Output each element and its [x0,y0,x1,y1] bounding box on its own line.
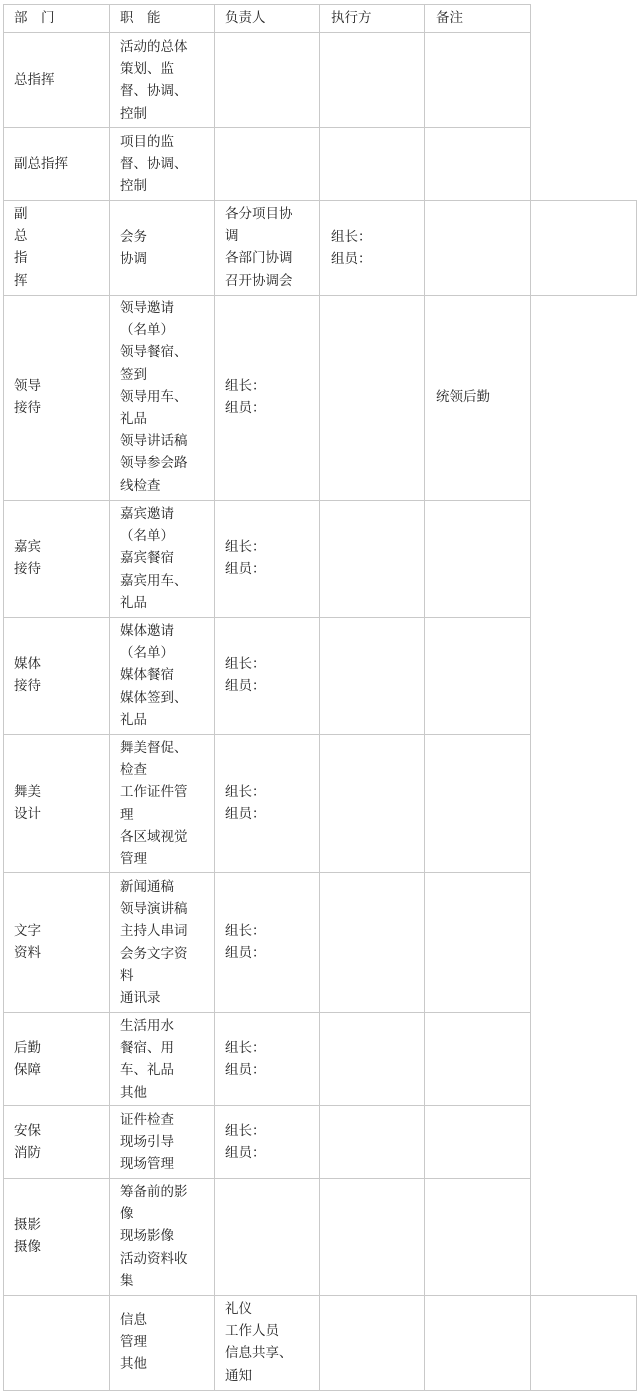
cell-owner: 组长： 组员： [225,1040,266,1079]
cell-dept: 安保 消防 [14,1123,41,1162]
col-divider [636,1295,637,1391]
row-divider [3,1105,531,1106]
cell-owner: 各分项目协 调 各部门协调 召开协调会 [225,206,293,289]
col-divider [636,200,637,296]
cell-dept: 嘉宾 接待 [14,539,41,578]
row-divider [3,734,531,735]
row-divider [3,1390,637,1391]
col-divider [3,4,4,1391]
cell-func: 舞美督促、 检查 工作证件管 理 各区域视觉 管理 [120,740,188,868]
cell-owner: 组长： 组员： [225,656,266,695]
row-divider [3,295,637,296]
cell-owner: 组长： 组员： [225,923,266,962]
cell-dept: 舞美 设计 [14,784,41,823]
cell-func: 筹备前的影 像 现场影像 活动资料收 集 [120,1184,188,1289]
cell-dept: 副总指挥 [14,156,68,172]
cell-owner: 组长： 组员： [225,539,266,578]
header-note: 备注 [436,10,463,26]
cell-func: 领导邀请 （名单） 领导餐宿、 签到 领导用车、 礼品 领导讲话稿 领导参会路 线检查 [120,300,188,494]
row-divider [3,32,531,33]
cell-func: 新闻通稿 领导演讲稿 主持人串词 会务文字资 料 通讯录 [120,879,188,1007]
row-divider [3,200,637,201]
header-owner: 负责人 [225,10,266,26]
cell-owner: 礼仪 工作人员 信息共享、 通知 [225,1301,293,1384]
col-divider [214,4,215,1391]
col-divider [424,4,425,1391]
row-divider [3,617,531,618]
col-divider [530,4,531,1391]
row-divider [3,500,531,501]
cell-dept: 媒体 接待 [14,656,41,695]
header-func: 职 能 [120,10,161,26]
cell-func: 信息 管理 其他 [120,1312,147,1373]
cell-func: 嘉宾邀请 （名单） 嘉宾餐宿 嘉宾用车、 礼品 [120,506,188,611]
cell-func: 媒体邀请 （名单） 媒体餐宿 媒体签到、 礼品 [120,623,188,728]
cell-owner: 组长： 组员： [225,378,266,417]
cell-owner: 组长： 组员： [225,1123,266,1162]
row-divider [3,1178,531,1179]
cell-func: 证件检查 现场引导 现场管理 [120,1112,174,1173]
header-exec: 执行方 [331,10,372,26]
row-divider [3,1295,637,1296]
cell-dept: 摄影 摄像 [14,1217,41,1256]
cell-dept: 副 总 指 挥 [14,206,28,289]
header-dept: 部 门 [14,10,55,26]
row-divider [3,127,531,128]
cell-dept: 总指挥 [14,72,55,88]
row-divider [3,4,531,5]
cell-func: 活动的总体 策划、监 督、协调、 控制 [120,39,188,122]
cell-dept: 领导 接待 [14,378,41,417]
cell-func: 会务 协调 [120,229,147,268]
cell-func: 项目的监 督、协调、 控制 [120,134,188,195]
cell-dept: 文字 资料 [14,923,41,962]
cell-exec: 组长： 组员： [331,229,372,268]
cell-owner: 组长： 组员： [225,784,266,823]
row-divider [3,872,531,873]
cell-dept: 后勤 保障 [14,1040,41,1079]
cell-func: 生活用水 餐宿、用 车、礼品 其他 [120,1018,174,1101]
col-divider [319,4,320,1391]
col-divider [109,4,110,1391]
row-divider [3,1012,531,1013]
cell-note: 统领后勤 [436,389,490,405]
